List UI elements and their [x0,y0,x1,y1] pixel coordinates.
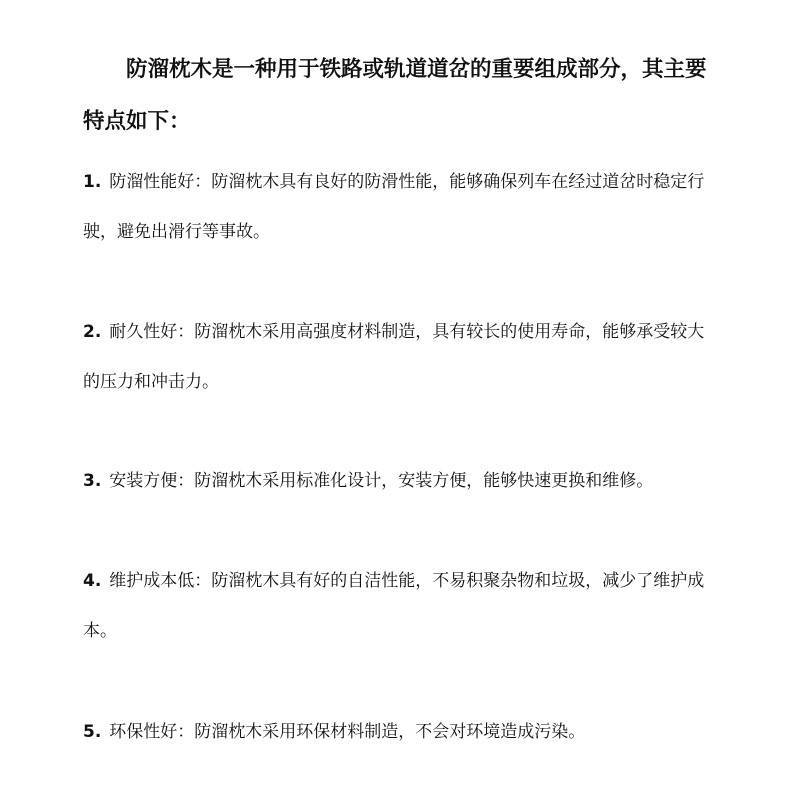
document-body [83,44,717,757]
list-item [83,707,717,757]
list-item-number: 5. [83,722,102,742]
list-item-number: 3. [83,471,102,491]
list-item-text: 安装方便：防溜枕木采用标准化设计，安装方便，能够快速更换和维修。 [109,471,654,491]
intro-paragraph: 防溜枕木是一种用于铁路或轨道道岔的重要组成部分，其主要特点如下： [83,57,707,134]
list-item-number: 4. [83,571,102,591]
list-item-text: 防溜性能好：防溜枕木具有良好的防滑性能，能够确保列车在经过道岔时稳定行驶，避免出滑行等事故。 [83,172,705,242]
list-item-number: 2. [83,322,102,342]
list-item-text: 耐久性好：防溜枕木采用高强度材料制造，具有较长的使用寿命，能够承受较大的压力和冲击力。 [83,322,705,392]
list-item [83,556,717,656]
list-item [83,157,717,257]
list-item-text: 环保性好：防溜枕木采用环保材料制造，不会对环境造成污染。 [109,722,586,742]
list-item-text: 维护成本低：防溜枕木具有好的自洁性能，不易积聚杂物和垃圾，减少了维护成本。 [83,571,705,641]
list-item-number: 1. [83,172,102,192]
list-item [83,456,717,506]
list-item [83,307,717,407]
